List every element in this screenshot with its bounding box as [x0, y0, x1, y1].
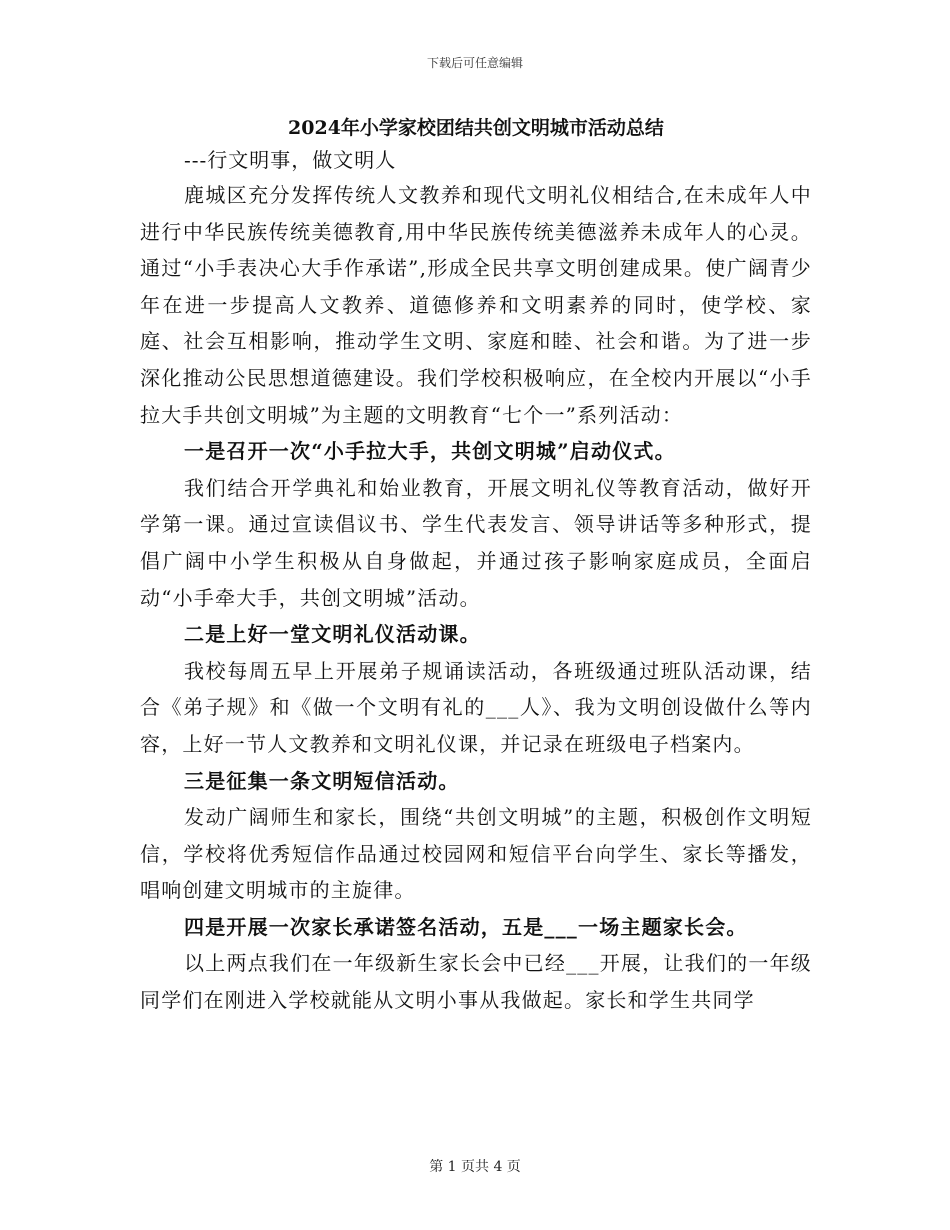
page-header: 下载后可任意编辑	[426, 56, 523, 70]
paragraph-intro: 鹿城区充分发挥传统人文教养和现代文明礼仪相结合,在未成年人中进行中华民族传统美德教育,用中华民族传统美德滋养未成年人的心灵。通过“小手表决心大手作承诺”,形成全民共享文明创建成果。使广阔青少年在进一步提高人文教养、道德修养和文明素养的同时，使学校、家庭、社会互相影响，推动学生文明、家庭和睦、社会和谐。为了进一步深化推动公民思想道德建设。我们学校积极响应，在全校内开展以“小手拉大手共创文明城”为主题的文明教育“七个一”系列活动：	[140, 183, 812, 427]
paragraph-3: 发动广阔师生和家长，围绕“共创文明城”的主题，积极创作文明短信，学校将优秀短信作品通过校园网和短信平台向学生、家长等播发，唱响创建文明城市的主旋律。	[140, 805, 812, 903]
section-heading-4: 四是开展一次家长承诺签名活动，五是___一场主题家长会。	[184, 914, 748, 939]
section-heading-2: 二是上好一堂文明礼仪活动课。	[184, 622, 481, 647]
document-body	[140, 112, 812, 1019]
document-subtitle: ---行文明事，做文明人	[184, 148, 397, 172]
page-footer: 第 1 页共 4 页	[429, 1159, 521, 1175]
paragraph-1: 我们结合开学典礼和始业教育，开展文明礼仪等教育活动，做好开学第一课。通过宣读倡议书、学生代表发言、领导讲话等多种形式，提倡广阔中小学生积极从自身做起，并通过孩子影响家庭成员，全面启动“小手牵大手，共创文明城”活动。	[140, 475, 812, 610]
section-heading-3: 三是征集一条文明短信活动。	[184, 768, 460, 793]
paragraph-2: 我校每周五早上开展弟子规诵读活动，各班级通过班队活动课，结合《弟子规》和《做一个文明有礼的___人》、我为文明创设做什么等内容，上好一节人文教养和文明礼仪课，并记录在班级电子档案内。	[140, 658, 812, 756]
section-heading-1: 一是召开一次“小手拉大手，共创文明城”启动仪式。	[184, 439, 676, 464]
document-title: 2024年小学家校团结共创文明城市活动总结	[288, 117, 664, 139]
paragraph-4: 以上两点我们在一年级新生家长会中已经___开展，让我们的一年级同学们在刚进入学校就能从文明小事从我做起。家长和学生共同学	[140, 951, 812, 1013]
